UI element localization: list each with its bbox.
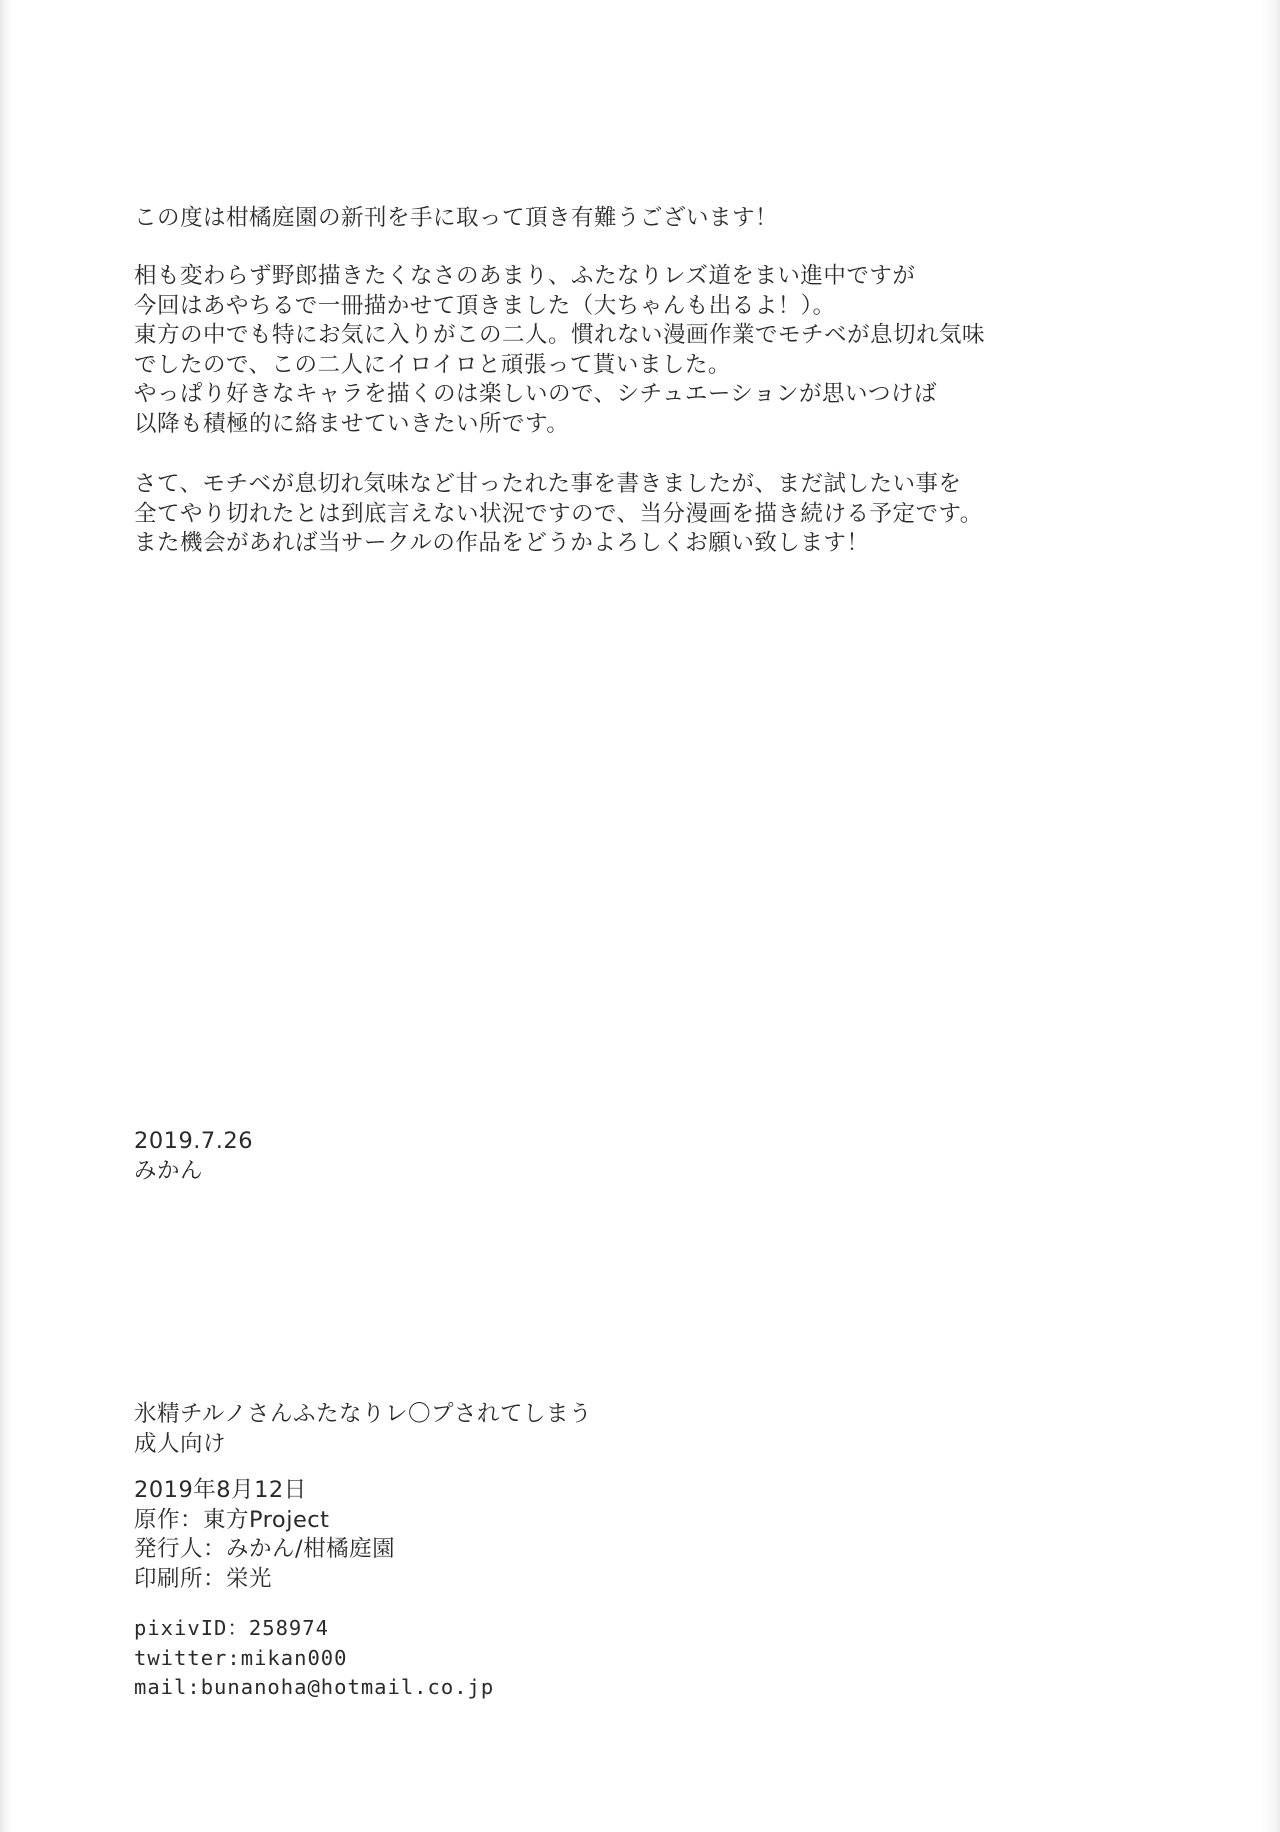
mail-address: mail:bunanoha@hotmail.co.jp xyxy=(134,1675,495,1699)
twitter-handle: twitter:mikan000 xyxy=(134,1645,348,1670)
paragraph-line: 相も変わらず野郎描きたくなさのあまり、ふたなりレズ道をまい進中ですが xyxy=(134,263,916,289)
paragraph-line: やっぱり好きなキャラを描くのは楽しいので、シチュエーションが思いつけば xyxy=(134,381,937,407)
signature-date: 2019.7.26 xyxy=(134,1128,254,1154)
signature xyxy=(134,1127,253,1186)
paragraph-line: でしたので、この二人にイロイロと頑張って貰いました。 xyxy=(134,351,731,378)
paragraph-line: 東方の中でも特にお気に入りがこの二人。慣れない漫画作業でモチベが息切れ気味 xyxy=(134,322,986,348)
afterword-paragraph-2 xyxy=(134,470,983,559)
publish-date: 2019年8月12日 xyxy=(134,1477,307,1503)
afterword-paragraph-1 xyxy=(134,262,985,439)
greeting-line: この度は柑橘庭園の新刊を手に取って頂き有難うございます！ xyxy=(134,205,779,231)
paragraph-line: さて、モチベが息切れ気味など甘ったれた事を書きましたが、まだ試したい事を xyxy=(134,471,962,497)
publisher: 発行人：みかん/柑橘庭園 xyxy=(134,1536,396,1562)
book-rating: 成人向け xyxy=(134,1430,227,1457)
book-title: 氷精チルノさんふたなりレ〇プされてしまう xyxy=(134,1401,592,1427)
book-title-block xyxy=(134,1400,592,1459)
printer: 印刷所：栄光 xyxy=(134,1565,273,1592)
pixiv-id: pixivID：258974 xyxy=(134,1616,329,1640)
signature-author: みかん xyxy=(134,1157,204,1184)
contacts xyxy=(134,1614,494,1703)
paragraph-line: 以降も積極的に絡ませていきたい所です。 xyxy=(134,410,570,437)
paragraph-line: また機会があれば当サークルの作品をどうかよろしくお願い致します！ xyxy=(134,530,870,556)
colophon xyxy=(134,1476,395,1594)
original-work: 原作：東方Project xyxy=(134,1506,330,1533)
paragraph-line: 今回はあやちるで一冊描かせて頂きました（大ちゃんも出るよ！）。 xyxy=(134,292,836,319)
paragraph-line: 全てやり切れたとは到底言えない状況ですので、当分漫画を描き続ける予定です。 xyxy=(134,500,983,527)
afterword-greeting xyxy=(134,204,778,234)
